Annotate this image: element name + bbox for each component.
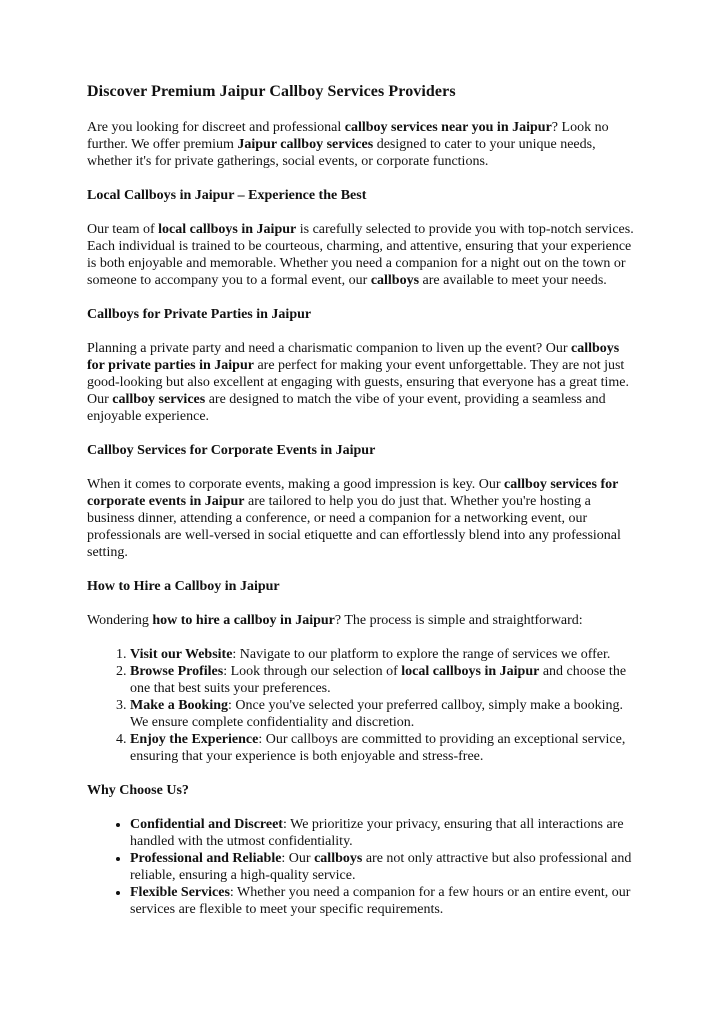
reason-item xyxy=(130,816,637,850)
bold-text: callboy services for corporate events in Jaipur xyxy=(87,477,619,509)
bold-text: Make a Booking xyxy=(130,698,229,713)
intro-paragraph xyxy=(87,119,637,170)
bold-text: Jaipur callboy services xyxy=(237,137,374,152)
bold-text: callboys xyxy=(370,273,420,288)
page-title: Discover Premium Jaipur Callboy Services Providers xyxy=(87,83,456,100)
text-run: : Once you've selected your preferred callboy, simply make a booking. We ensure complete confidentiality and discretion. xyxy=(130,698,624,730)
bold-text: how to hire a callboy in Jaipur xyxy=(152,613,335,628)
text-run: are perfect for making your event unforgettable. They are not just good-looking but also excellent at engaging with guests, ensuring that everyone has a great time. Our xyxy=(87,358,629,407)
bold-text: Browse Profiles xyxy=(130,664,224,679)
text-run: : Our xyxy=(281,851,315,866)
text-run: ? The process is simple and straightforward: xyxy=(334,613,583,628)
text-run: designed to cater to your unique needs, whether it's for private gatherings, social events, or corporate functions. xyxy=(87,137,596,169)
corporate-events-paragraph xyxy=(87,476,637,561)
heading-why-choose-us: Why Choose Us? xyxy=(87,783,189,798)
text-run: Planning a private party and need a charismatic companion to liven up the event? Our xyxy=(87,341,572,356)
hire-step-item xyxy=(130,663,637,697)
text-run: Our team of xyxy=(87,222,159,237)
hire-step-item xyxy=(130,731,637,765)
bold-text: callboy services xyxy=(112,392,206,407)
text-run: are not only attractive but also professional and reliable, ensuring a high-quality service. xyxy=(130,851,632,883)
text-run: : We prioritize your privacy, ensuring that all interactions are handled with the utmost confidentiality. xyxy=(130,817,624,849)
hire-steps-list xyxy=(87,646,637,765)
reason-item xyxy=(130,850,637,884)
bold-text: callboys xyxy=(314,851,363,866)
bold-text: callboys for private parties in Jaipur xyxy=(87,341,620,373)
bold-text: Enjoy the Experience xyxy=(130,732,259,747)
bold-text: callboy services near you in Jaipur xyxy=(344,120,552,135)
text-run: : Navigate to our platform to explore the range of services we offer. xyxy=(232,647,611,662)
heading-how-to-hire: How to Hire a Callboy in Jaipur xyxy=(87,579,280,594)
text-run: and choose the one that best suits your preferences. xyxy=(130,664,627,696)
local-callboys-paragraph xyxy=(87,221,637,289)
text-run: are tailored to help you do just that. Whether you're hosting a business dinner, attending a conference, or need a companion for a networking event, our professionals are well-versed in social etiquette and can effortlessly blend into any professional setting. xyxy=(87,494,621,560)
heading-corporate-events: Callboy Services for Corporate Events in Jaipur xyxy=(87,443,376,458)
text-run: Wondering xyxy=(87,613,153,628)
text-run: are available to meet your needs. xyxy=(419,273,607,288)
private-parties-paragraph xyxy=(87,340,637,425)
hire-step-item xyxy=(130,646,637,663)
heading-private-parties: Callboys for Private Parties in Jaipur xyxy=(87,307,312,322)
bold-text: Flexible Services xyxy=(130,885,230,900)
text-run: : Look through our selection of xyxy=(223,664,402,679)
text-run: When it comes to corporate events, making a good impression is key. Our xyxy=(87,477,505,492)
text-run: : Whether you need a companion for a few hours or an entire event, our services are flexible to meet your specific requirements. xyxy=(130,885,631,917)
bold-text: Confidential and Discreet xyxy=(130,817,283,832)
heading-local-callboys: Local Callboys in Jaipur – Experience the Best xyxy=(87,188,367,203)
document-page xyxy=(87,82,637,935)
bold-text: Professional and Reliable xyxy=(130,851,282,866)
how-to-hire-paragraph xyxy=(87,612,637,629)
bold-text: local callboys in Jaipur xyxy=(158,222,297,237)
hire-step-item xyxy=(130,697,637,731)
bold-text: local callboys in Jaipur xyxy=(401,664,540,679)
reason-item xyxy=(130,884,637,918)
bold-text: Visit our Website xyxy=(130,647,233,662)
text-run: Are you looking for discreet and professional xyxy=(87,120,345,135)
text-run: : Our callboys are committed to providing an exceptional service, ensuring that your experience is both enjoyable and stress-free. xyxy=(130,732,626,764)
text-run: is carefully selected to provide you with top-notch services. Each individual is trained to be courteous, charming, and attentive, ensuring that your experience is both enjoyable and memorable. Whether you need a companion for a night out on the town or someone to accompany you to a formal event, our xyxy=(87,222,634,288)
why-choose-us-list xyxy=(87,816,637,918)
text-run: are designed to match the vibe of your event, providing a seamless and enjoyable experience. xyxy=(87,392,606,424)
text-run: ? Look no further. We offer premium xyxy=(87,120,609,152)
